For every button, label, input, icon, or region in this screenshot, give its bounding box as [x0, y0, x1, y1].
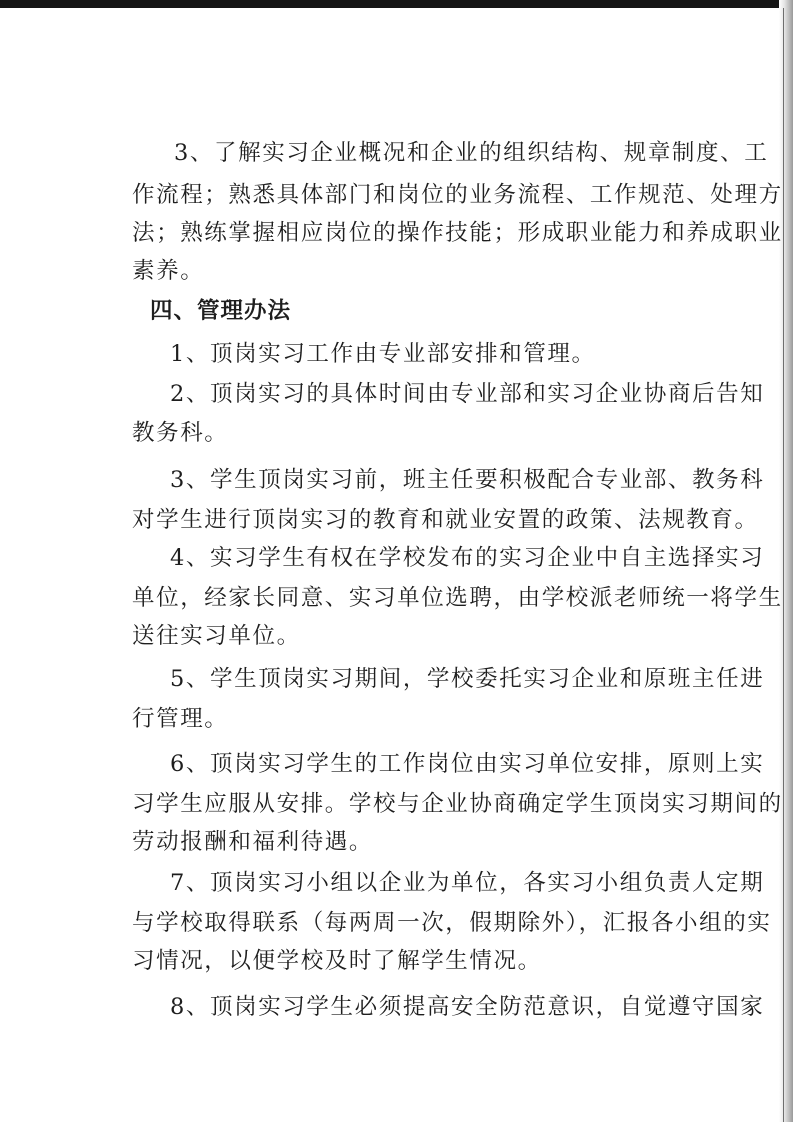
item-4-line-1: 4、实习学生有权在学校发布的实习企业中自主选择实习: [170, 545, 765, 571]
item-5-line-1: 5、学生顶岗实习期间，学校委托实习企业和原班主任进: [170, 666, 765, 692]
paragraph-3-line-1: 3、了解实习企业概况和企业的组织结构、规章制度、工: [174, 140, 769, 166]
item-6-line-1: 6、顶岗实习学生的工作岗位由实习单位安排，原则上实: [170, 751, 765, 777]
item-3-line-1: 3、学生顶岗实习前，班主任要积极配合专业部、教务科: [170, 467, 765, 493]
paragraph-3-line-3: 法；熟练掌握相应岗位的操作技能；形成职业能力和养成职业: [132, 220, 783, 246]
item-4-line-3: 送往实习单位。: [132, 623, 301, 649]
item-3-line-2: 对学生进行顶岗实习的教育和就业安置的政策、法规教育。: [132, 507, 759, 533]
item-6-line-3: 劳动报酬和福利待遇。: [132, 829, 374, 855]
paragraph-3-line-2: 作流程；熟悉具体部门和岗位的业务流程、工作规范、处理方: [132, 182, 783, 208]
item-2-line-1: 2、顶岗实习的具体时间由专业部和实习企业协商后告知: [170, 381, 765, 407]
section-heading-management: 四、管理办法: [150, 298, 292, 324]
item-7-line-3: 习情况，以便学校及时了解学生情况。: [132, 948, 542, 974]
item-2-line-2: 教务科。: [132, 420, 229, 446]
item-7-line-2: 与学校取得联系（每两周一次，假期除外），汇报各小组的实: [132, 910, 772, 936]
item-7-line-1: 7、顶岗实习小组以企业为单位，各实习小组负责人定期: [170, 870, 765, 896]
item-8-line-1: 8、顶岗实习学生必须提高安全防范意识，自觉遵守国家: [170, 994, 765, 1020]
item-5-line-2: 行管理。: [132, 706, 229, 732]
item-1-line-1: 1、顶岗实习工作由专业部安排和管理。: [170, 341, 596, 367]
item-4-line-2: 单位，经家长同意、实习单位选聘，由学校派老师统一将学生: [132, 585, 783, 611]
paragraph-3-line-4: 素养。: [132, 258, 205, 284]
item-6-line-2: 习学生应服从安排。学校与企业协商确定学生顶岗实习期间的: [132, 791, 783, 817]
